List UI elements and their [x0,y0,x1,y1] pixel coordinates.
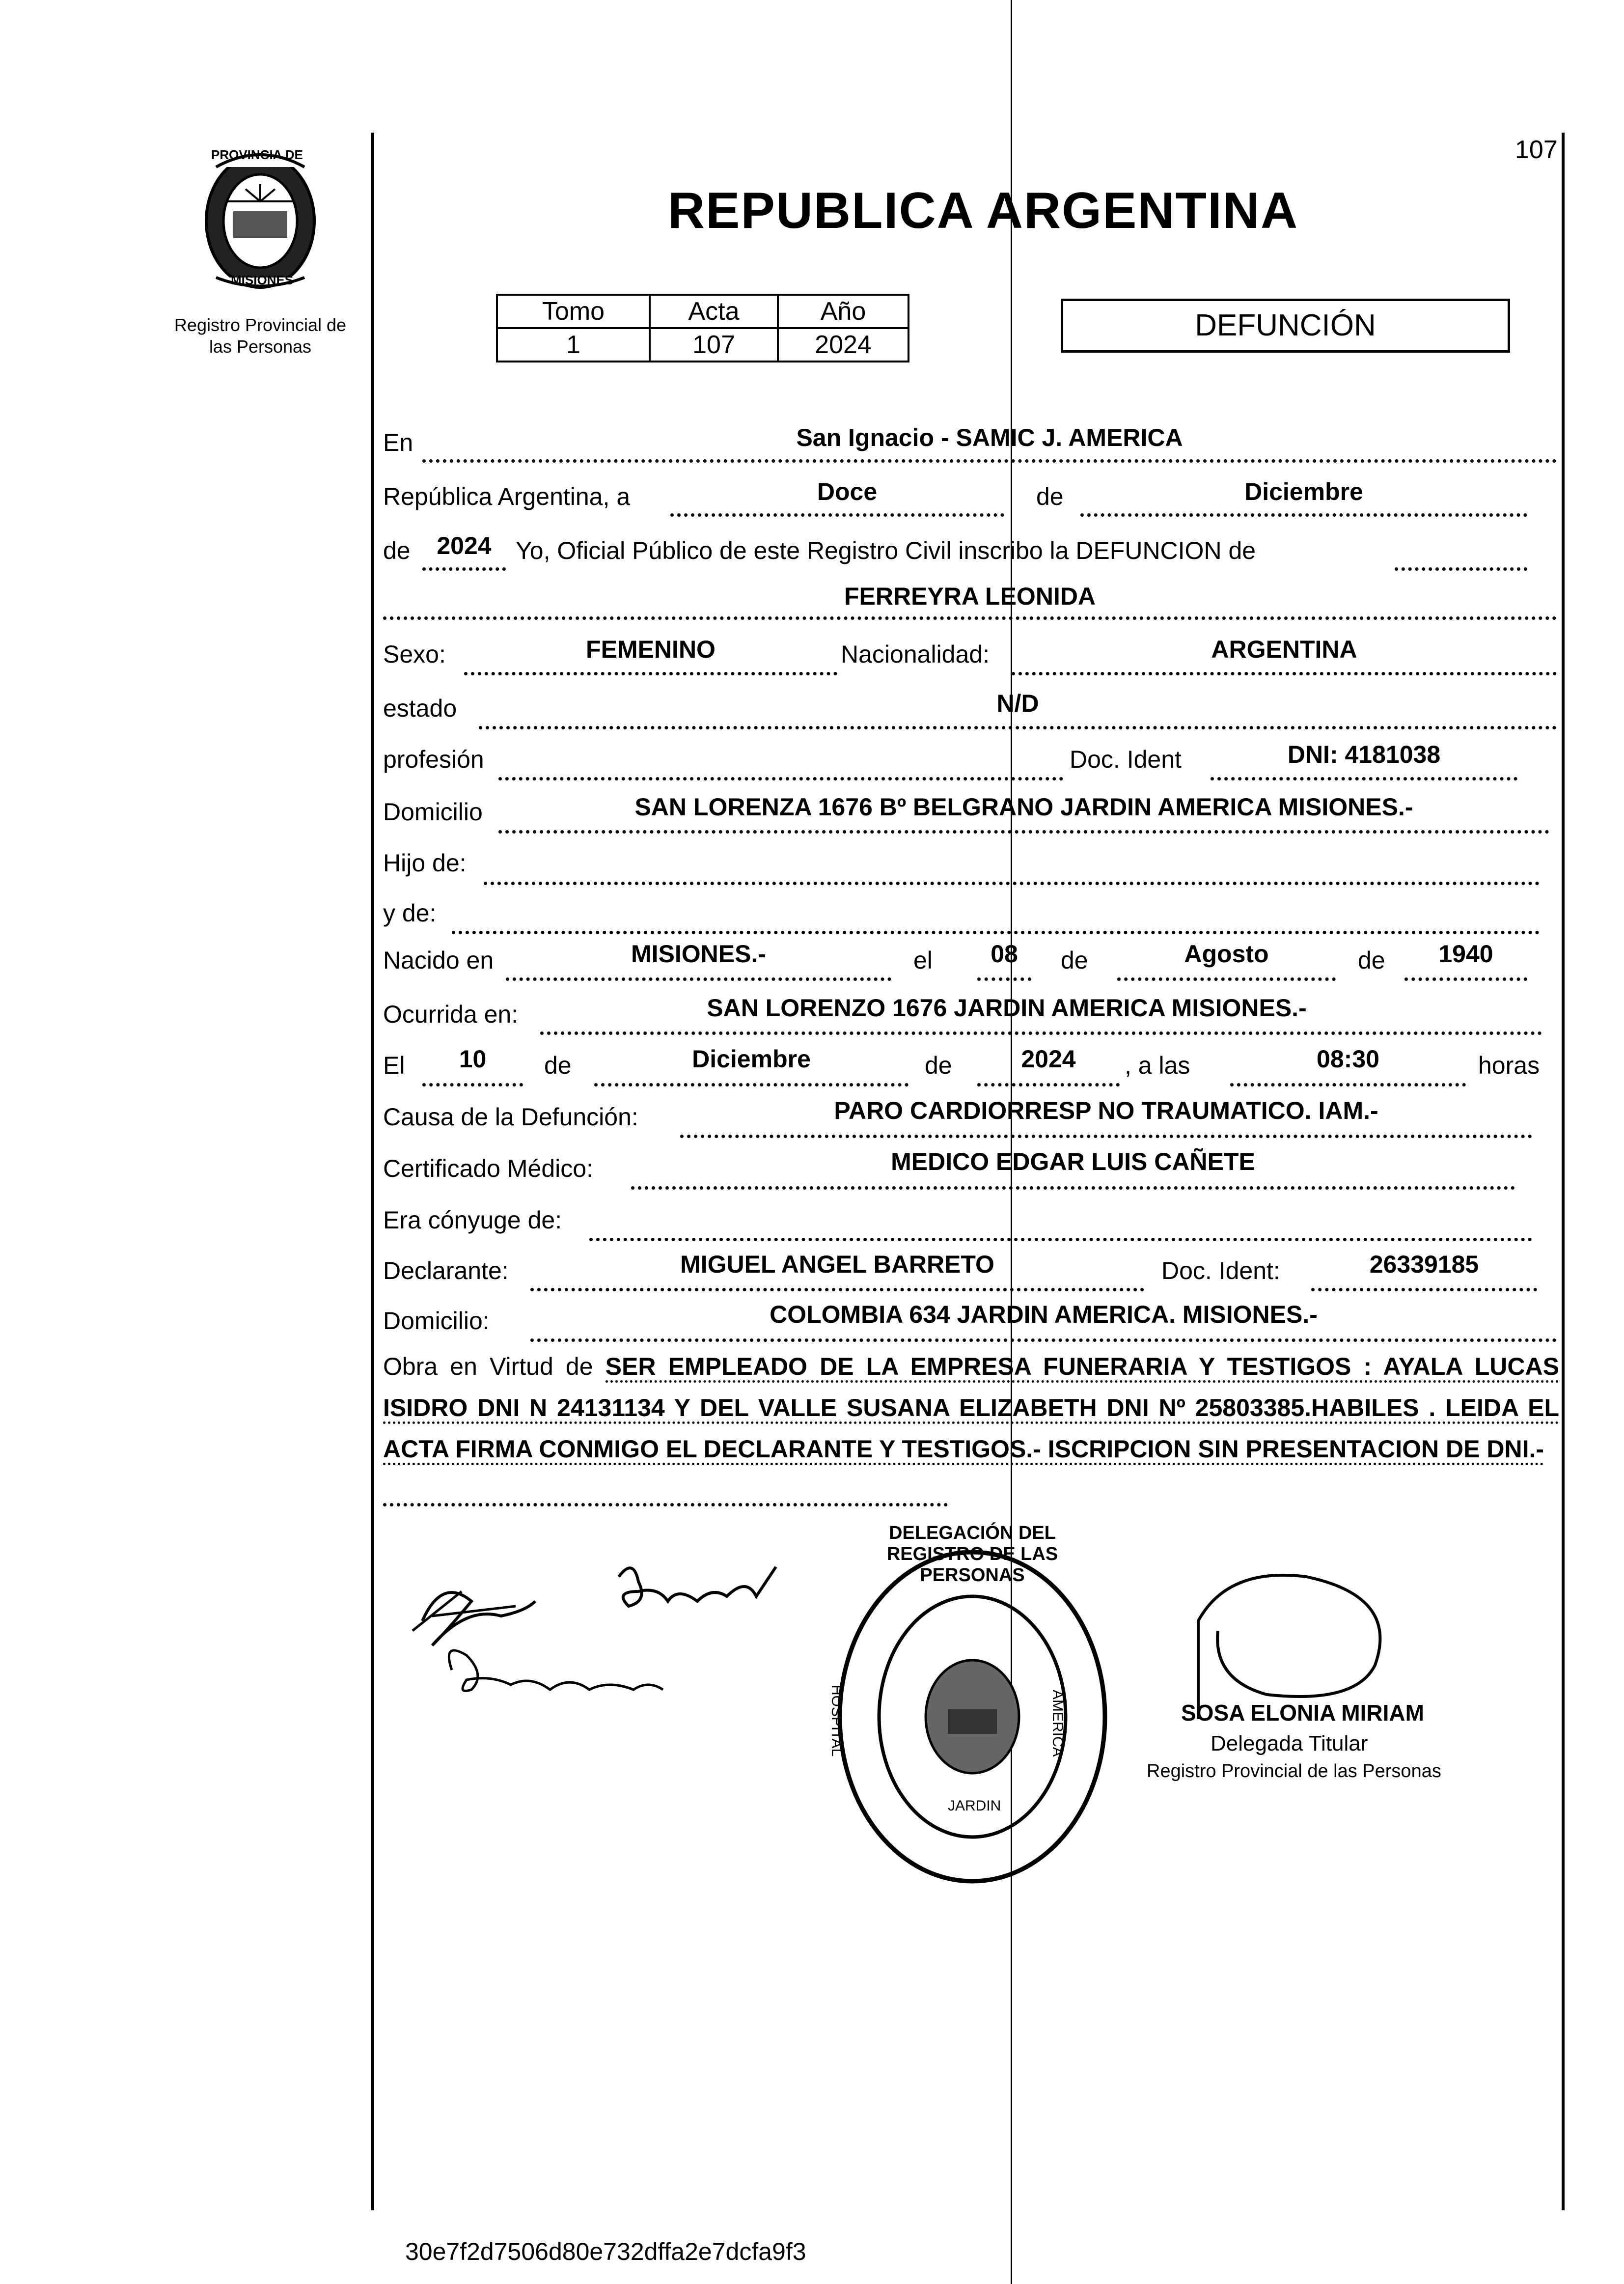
horas-label: horas [1478,1052,1540,1079]
official-signature [1169,1557,1414,1724]
obra-end-line [383,1503,948,1506]
month-value: Diciembre [1244,478,1363,505]
year-line [422,567,506,571]
death-month: Diciembre [692,1045,811,1073]
birth-day: 08 [991,940,1018,968]
cert-label: Certificado Médico: [383,1155,593,1182]
obra-paragraph [383,1346,1559,1470]
causa-label: Causa de la Defunción: [383,1103,638,1131]
ocurrida-value: SAN LORENZO 1676 JARDIN AMERICA MISIONES.- [707,994,1307,1022]
witness-signatures [403,1547,869,1724]
obra-label: Obra en Virtud de [383,1353,593,1380]
obra-text: SER EMPLEADO DE LA EMPRESA FUNERARIA Y TESTIGOS : AYALA LUCAS ISIDRO DNI N 24131134 Y DEL VALLE SUSANA ELIZABETH DNI Nº 25803385.HABILES . LEIDA EL ACTA FIRMA CONMIGO EL DECLARANTE Y TESTIGOS.- ISCRIPCION SIN PRESENTACION DE DNI.- [383,1353,1559,1465]
doc2-value: 26339185 [1369,1251,1479,1278]
death-month-line [594,1083,908,1086]
rep-label: República Argentina, a [383,483,631,510]
alas-label: , a las [1125,1052,1190,1079]
sexo-label: Sexo: [383,641,446,668]
en-label: En [383,429,413,456]
page-number: 107 [1515,136,1558,164]
el-label: el [913,947,933,974]
table-value-ano: 2024 [777,327,909,362]
oficial-line [1395,567,1527,571]
signer-org: Registro Provincial de las Personas [1147,1761,1441,1782]
death-time: 08:30 [1317,1045,1379,1073]
death-year-line [977,1083,1120,1086]
day-value: Doce [817,478,878,505]
table-header-tomo: Tomo [496,294,651,329]
yde-line [452,931,1540,934]
ocurrida-label: Ocurrida en: [383,1001,519,1028]
birth-year-line [1404,977,1527,981]
stamp-inner-right: AMERICA [1049,1690,1066,1757]
death-day-line [422,1083,523,1086]
en-value: San Ignacio - SAMIC J. AMERICA [796,424,1183,451]
signer-name: SOSA ELONIA MIRIAM [1181,1700,1424,1726]
doc2-line [1311,1288,1537,1291]
doc2-label: Doc. Ident: [1161,1257,1280,1284]
hijo-line [484,882,1540,885]
de-label: de [1036,483,1064,510]
domicilio-line [498,830,1549,834]
estado-label: estado [383,695,457,722]
cert-line [631,1186,1515,1190]
oficial-text: Yo, Oficial Público de este Registro Civil inscribo la DEFUNCION de [516,537,1256,564]
death-day: 10 [459,1045,487,1073]
table-header-acta: Acta [649,294,779,329]
table-value-tomo: 1 [496,327,651,362]
El-label: El [383,1052,405,1079]
profesion-line [498,777,1063,780]
left-border [371,133,374,2210]
birth-month-line [1117,977,1336,981]
registry-label: Registro Provincial de las Personas [174,315,347,357]
profesion-label: profesión [383,746,484,773]
doc-line [1211,777,1517,780]
deceased-name: FERREYRA LEONIDA [844,583,1096,610]
nac-line [1012,672,1557,675]
declarante-value: MIGUEL ANGEL BARRETO [680,1251,994,1278]
right-border [1562,133,1565,2210]
birth-month: Agosto [1184,940,1269,968]
registry-stamp [835,1547,1110,1886]
year-value: 2024 [437,532,492,559]
causa-line [680,1135,1532,1138]
birth-day-line [977,977,1031,981]
estado-value: N/D [996,690,1039,717]
declarante-line [530,1288,1144,1291]
estado-line [479,726,1557,729]
doc-value: DNI: 4181038 [1287,741,1441,768]
table-header-ano: Año [777,294,909,329]
death-year: 2024 [1021,1045,1076,1073]
conyuge-label: Era cónyuge de: [383,1206,562,1234]
emblem-text-bottom: MISIONES [231,273,294,287]
en-line [422,459,1557,463]
de1-label: de [1061,947,1088,974]
nac-label: Nacionalidad: [841,641,990,668]
nac-value: ARGENTINA [1211,636,1357,663]
hijo-label: Hijo de: [383,849,467,877]
stamp-inner-bottom: JARDIN [948,1798,1001,1814]
conyuge-line [589,1238,1532,1241]
de4-label: de [925,1052,952,1079]
dom2-label: Domicilio: [383,1307,490,1335]
nacido-line [506,977,891,981]
doc-label: Doc. Ident [1070,746,1182,773]
stamp-inner-left: HOSPITAL [828,1685,845,1757]
emblem-text-top: PROVINCIA DE [211,147,303,162]
year-prefix: de [383,537,411,564]
sexo-line [464,672,837,675]
birth-year: 1940 [1438,940,1493,968]
de2-label: de [1358,947,1385,974]
causa-value: PARO CARDIORRESP NO TRAUMATICO. IAM.- [834,1097,1378,1124]
name-line [383,616,1557,620]
page-title: REPUBLICA ARGENTINA [668,182,1299,239]
month-line [1080,513,1527,517]
domicilio-value: SAN LORENZA 1676 Bº BELGRANO JARDIN AMERICA MISIONES.- [634,793,1413,821]
document-hash: 30e7f2d7506d80e732dffa2e7dcfa9f3 [405,2238,806,2265]
stamp-outer-text: DELEGACIÓN DEL REGISTRO DE LAS PERSONAS [886,1523,1058,1586]
day-line [670,513,1004,517]
dom2-value: COLOMBIA 634 JARDIN AMERICA. MISIONES.- [770,1301,1318,1328]
yde-label: y de: [383,899,437,927]
ocurrida-line [540,1031,1542,1035]
death-time-line [1230,1083,1466,1086]
nacido-label: Nacido en [383,947,494,974]
table-value-acta: 107 [649,327,779,362]
domicilio-label: Domicilio [383,798,483,826]
type-box: DEFUNCIÓN [1061,299,1510,353]
dom2-line [530,1338,1557,1342]
sexo-value: FEMENINO [586,636,716,663]
signer-title: Delegada Titular [1211,1731,1368,1755]
declarante-label: Declarante: [383,1257,509,1284]
scan-fold-line [1011,0,1012,2284]
nacido-value: MISIONES.- [631,940,767,968]
de3-label: de [544,1052,572,1079]
cert-value: MEDICO EDGAR LUIS CAÑETE [891,1148,1255,1175]
